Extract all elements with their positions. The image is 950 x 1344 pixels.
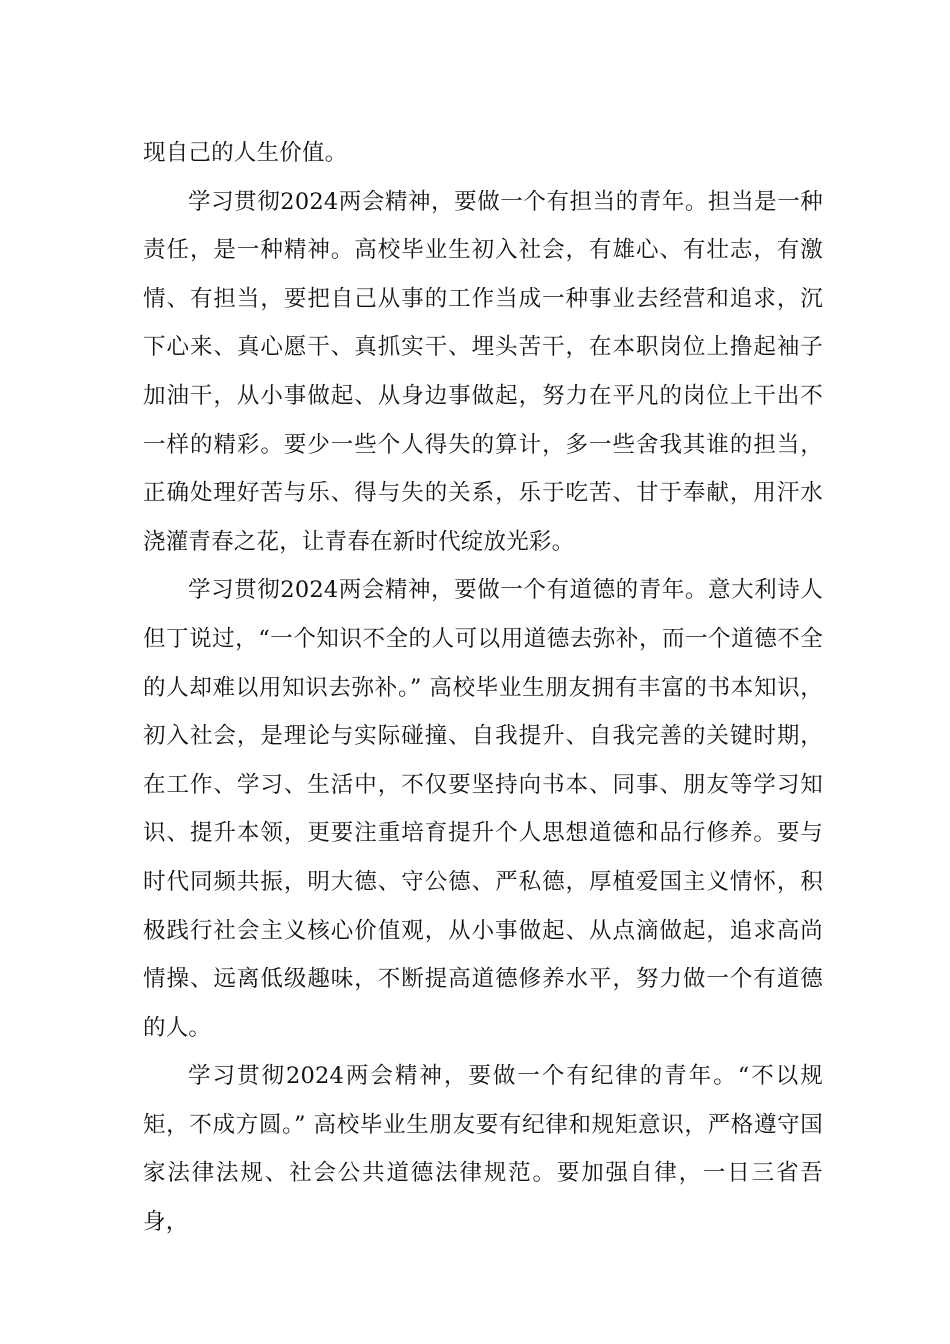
document-body <box>143 129 823 1247</box>
paragraph-3: 学习贯彻2024两会精神，要做一个有道德的青年。意大利诗人但丁说过，“一个知识不全的人可以用道德去弥补，而一个道德不全的人却难以用知识去弥补。” 高校毕业生朋友拥有丰富的书本知识，初入社会，是理论与实际碰撞、自我提升、自我完善的关键时期，在工作、学习、生活中，不仅要坚持向书本、同事、朋友等学习知识、提升本领，更要注重培育提升个人思想道德和品行修养。要与时代同频共振，明大德、守公德、严私德，厚植爱国主义情怀，积极践行社会主义核心价值观，从小事做起、从点滴做起，追求高尚情操、远离低级趣味，不断提高道德修养水平，努力做一个有道德的人。 <box>143 577 823 1041</box>
paragraph-2: 学习贯彻2024两会精神，要做一个有担当的青年。担当是一种责任，是一种精神。高校毕业生初入社会，有雄心、有壮志，有激情、有担当，要把自己从事的工作当成一种事业去经营和追求，沉下心来、真心愿干、真抓实干、埋头苦干，在本职岗位上撸起袖子加油干，从小事做起、从身边事做起，努力在平凡的岗位上干出不一样的精彩。要少一些个人得失的算计，多一些舍我其谁的担当，正确处理好苦与乐、得与失的关系，乐于吃苦、甘于奉献，用汗水浇灌青春之花，让青春在新时代绽放光彩。 <box>143 188 823 555</box>
paragraph-4: 学习贯彻2024两会精神，要做一个有纪律的青年。“不以规矩，不成方圆。” 高校毕业生朋友要有纪律和规矩意识，严格遵守国家法律法规、社会公共道德法律规范。要加强自律，一日三省吾身， <box>143 1063 823 1236</box>
paragraph-1: 现自己的人生价值。 <box>143 140 348 166</box>
